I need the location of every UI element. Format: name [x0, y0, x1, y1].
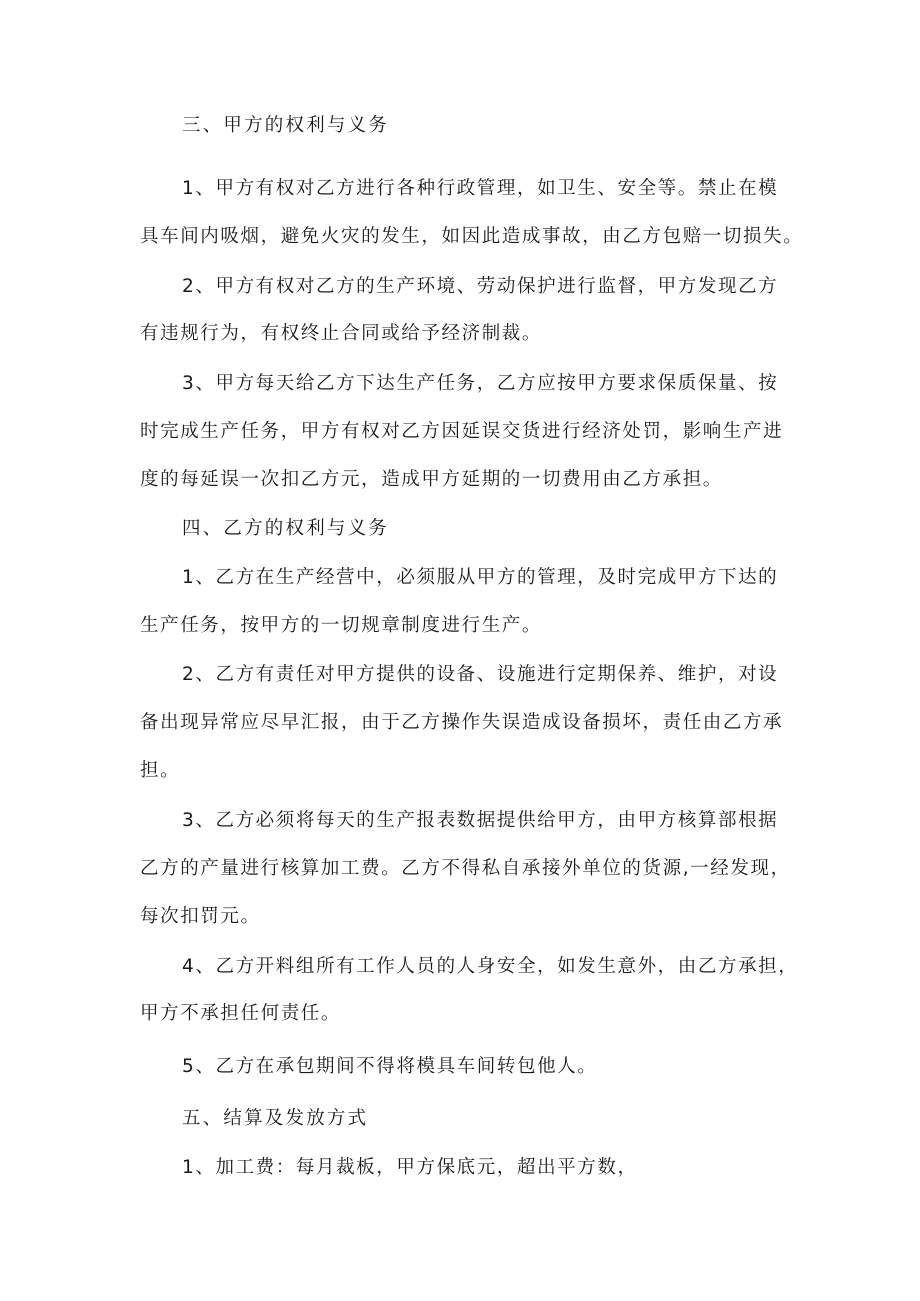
paragraph-line: 乙方的产量进行核算加工费。乙方不得私自承接外单位的货源,一经发现， [140, 858, 791, 879]
section-heading-4: 四、乙方的权利与义务 [182, 518, 390, 539]
paragraph-line: 时完成生产任务，甲方有权对乙方因延误交货进行经济处罚，影响生产进 [140, 421, 784, 442]
paragraph-line: 担。 [140, 760, 181, 781]
section-heading-3: 三、甲方的权利与义务 [182, 115, 390, 136]
section-heading-5: 五、结算及发放方式 [182, 1108, 369, 1129]
paragraph-line: 1、乙方在生产经营中，必须服从甲方的管理，及时完成甲方下达的 [182, 567, 779, 588]
paragraph-line: 5、乙方在承包期间不得将模具车间转包他人。 [182, 1056, 598, 1077]
paragraph-line: 生产任务，按甲方的一切规章制度进行生产。 [140, 615, 543, 636]
paragraph-line: 1、加工费：每月裁板，甲方保底元，超出平方数， [182, 1157, 638, 1178]
paragraph-line: 2、甲方有权对乙方的生产环境、劳动保护进行监督，甲方发现乙方 [182, 276, 779, 297]
paragraph-line: 有违规行为，有权终止合同或给予经济制裁。 [140, 323, 543, 344]
paragraph-line: 1、甲方有权对乙方进行各种行政管理，如卫生、安全等。禁止在模 [182, 178, 779, 199]
paragraph-line: 3、乙方必须将每天的生产报表数据提供给甲方，由甲方核算部根据 [182, 810, 779, 831]
paragraph-line: 3、甲方每天给乙方下达生产任务，乙方应按甲方要求保质保量、按 [182, 373, 779, 394]
paragraph-line: 具车间内吸烟，避免火灾的发生，如因此造成事故，由乙方包赔一切损失。 [140, 226, 804, 247]
paragraph-line: 度的每延误一次扣乙方元，造成甲方延期的一切费用由乙方承担。 [140, 469, 723, 490]
paragraph-line: 每次扣罚元。 [140, 906, 261, 927]
paragraph-line: 2、乙方有责任对甲方提供的设备、设施进行定期保养、维护，对设 [182, 664, 779, 685]
paragraph-line: 甲方不承担任何责任。 [140, 1003, 342, 1024]
paragraph-line: 4、乙方开料组所有工作人员的人身安全，如发生意外，由乙方承担， [182, 956, 799, 977]
paragraph-line: 备出现异常应尽早汇报，由于乙方操作失误造成设备损坏，责任由乙方承 [140, 712, 784, 733]
